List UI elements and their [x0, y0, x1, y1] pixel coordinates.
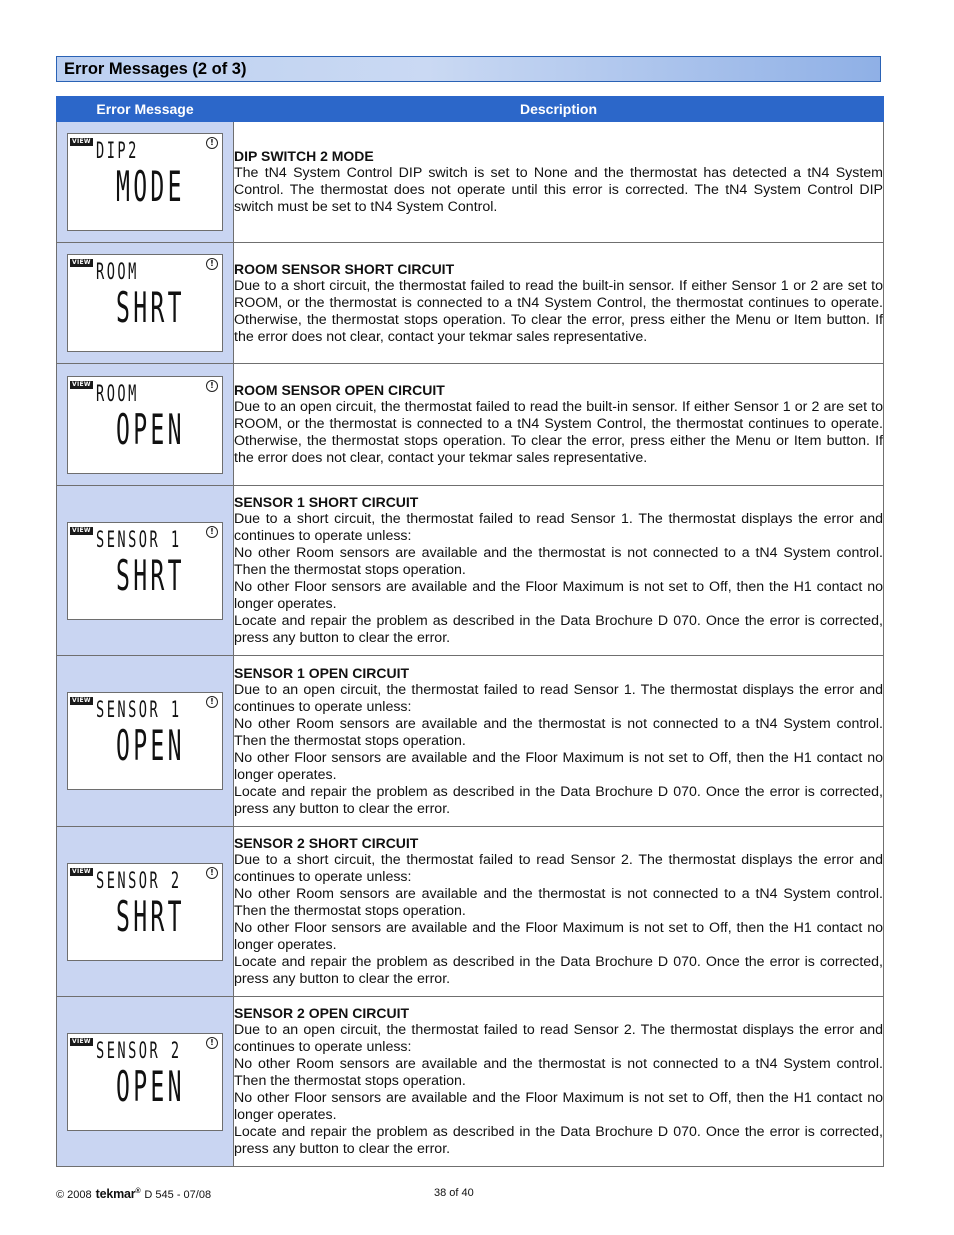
header-description: Description [234, 97, 884, 122]
lcd-bottom-text: SHRT [116, 550, 185, 600]
description-line: The tN4 System Control DIP switch is set to None and the thermostat has detected a tN4 System Control. The thermostat does not operate until this error is corrected. The tN4 System Control DIP switch must be set to tN4 System Control. [234, 165, 883, 215]
footer-left [56, 1187, 211, 1201]
lcd-top-text: ROOM [96, 381, 139, 407]
error-title: ROOM SENSOR OPEN CIRCUIT [234, 382, 445, 398]
description-line: No other Room sensors are available and the thermostat is not connected to a tN4 System control. Then the thermostat stops operation. [234, 545, 883, 578]
lcd-display [67, 863, 223, 961]
warning-icon: ! [206, 380, 218, 392]
description-line: No other Floor sensors are available and the Floor Maximum is not set to Off, then the H1 contact no longer operates. [234, 1090, 883, 1123]
error-title: SENSOR 1 SHORT CIRCUIT [234, 494, 419, 510]
description-line: Due to a short circuit, the thermostat failed to read the built-in sensor. If either Sensor 1 or 2 are set to ROOM, or the thermostat is connected to a tN4 System Control, the thermostat continues to operate. Otherwise, the thermostat stops operation. To clear the error, press either the Menu or Item button. If the error does not clear, contact your tekmar sales representative. [234, 277, 883, 345]
table-row [57, 656, 884, 827]
lcd-bottom-text: OPEN [116, 1061, 185, 1111]
view-tag: VIEW [72, 138, 91, 145]
warning-icon: ! [206, 696, 218, 708]
brand-logo: tekmar® [95, 1187, 141, 1201]
lcd-display [67, 376, 223, 474]
description-cell [234, 827, 884, 997]
description-line: Due to an open circuit, the thermostat failed to read Sensor 2. The thermostat displays the error and continues to operate unless: [234, 1022, 883, 1055]
section-title: Error Messages (2 of 3) [64, 59, 247, 78]
description-cell [234, 997, 884, 1167]
lcd-cell [57, 827, 234, 997]
lcd-top-text: SENSOR 1 [96, 698, 182, 723]
lcd-top-text: SENSOR 2 [96, 1038, 182, 1064]
lcd-bottom-text: OPEN [116, 721, 185, 770]
description-line: Locate and repair the problem as described in the Data Brochure D 070. Once the error is corrected, press any button to clear the error. [234, 783, 883, 817]
table-row [57, 122, 884, 243]
table-row [57, 486, 884, 656]
description-cell [234, 243, 884, 364]
lcd-cell [57, 364, 234, 486]
warning-icon: ! [206, 867, 218, 879]
lcd-display [67, 692, 223, 790]
description-cell [234, 486, 884, 656]
description-line: Locate and repair the problem as described in the Data Brochure D 070. Once the error is corrected, press any button to clear the error. [234, 613, 883, 646]
error-title: DIP SWITCH 2 MODE [234, 148, 374, 164]
lcd-top-text: ROOM [96, 260, 139, 285]
error-title: SENSOR 1 OPEN CIRCUIT [234, 664, 410, 681]
description-line: No other Room sensors are available and the thermostat is not connected to a tN4 System control. Then the thermostat stops operation. [234, 1056, 883, 1089]
section-title-bar [56, 56, 881, 82]
lcd-bottom-text: OPEN [116, 404, 185, 454]
lcd-bottom-text: SHRT [116, 891, 185, 941]
lcd-top-text: SENSOR 2 [96, 868, 182, 894]
description-line: Locate and repair the problem as described in the Data Brochure D 070. Once the error is corrected, press any button to clear the error. [234, 1124, 883, 1157]
description-line: Due to a short circuit, the thermostat failed to read Sensor 1. The thermostat displays the error and continues to operate unless: [234, 511, 883, 544]
view-tag: VIEW [72, 526, 91, 534]
footer-page-number: 38 of 40 [434, 1187, 474, 1199]
description-line: No other Room sensors are available and the thermostat is not connected to a tN4 System control. Then the thermostat stops operation. [234, 715, 883, 749]
description-line: Due to an open circuit, the thermostat failed to read the built-in sensor. If either Sensor 1 or 2 are set to ROOM, or the thermostat is connected to a tN4 System Control, the thermostat continues to operate. Otherwise, the thermostat stops operation. To clear the error, press either the Menu or Item button. If the error does not clear, contact your tekmar sales representative. [234, 399, 883, 466]
error-title: SENSOR 2 OPEN CIRCUIT [234, 1005, 410, 1021]
table-header-row [57, 97, 884, 122]
description-cell [234, 364, 884, 486]
view-tag: VIEW [72, 380, 91, 388]
table-row [57, 997, 884, 1167]
lcd-display [67, 1033, 223, 1131]
error-messages-table [56, 96, 884, 1167]
description-line: Due to an open circuit, the thermostat failed to read Sensor 1. The thermostat displays the error and continues to operate unless: [234, 681, 883, 715]
error-title: SENSOR 2 SHORT CIRCUIT [234, 835, 419, 851]
lcd-cell [57, 243, 234, 364]
header-error-message: Error Message [57, 97, 234, 122]
lcd-bottom-text: MODE [116, 162, 185, 211]
table-row [57, 243, 884, 364]
description-line: Due to a short circuit, the thermostat failed to read Sensor 2. The thermostat displays the error and continues to operate unless: [234, 852, 883, 885]
description-line: No other Floor sensors are available and the Floor Maximum is not set to Off, then the H1 contact no longer operates. [234, 579, 883, 612]
description-line: Locate and repair the problem as described in the Data Brochure D 070. Once the error is corrected, press any button to clear the error. [234, 954, 883, 987]
footer-doc-id: D 545 - 07/08 [144, 1189, 212, 1201]
lcd-cell [57, 122, 234, 243]
description-line: No other Room sensors are available and the thermostat is not connected to a tN4 System control. Then the thermostat stops operation. [234, 886, 883, 919]
lcd-cell [57, 997, 234, 1167]
warning-icon: ! [206, 137, 218, 149]
footer-copyright: © 2008 [56, 1189, 92, 1201]
warning-icon: ! [206, 258, 218, 270]
description-line: No other Floor sensors are available and the Floor Maximum is not set to Off, then the H1 contact no longer operates. [234, 920, 883, 953]
lcd-cell [57, 656, 234, 827]
description-cell [234, 122, 884, 243]
view-tag: VIEW [72, 697, 91, 704]
description-line: No other Floor sensors are available and the Floor Maximum is not set to Off, then the H1 contact no longer operates. [234, 749, 883, 783]
lcd-display [67, 254, 223, 352]
registered-mark: ® [135, 1187, 141, 1195]
lcd-top-text: DIP2 [96, 139, 139, 164]
error-title: ROOM SENSOR SHORT CIRCUIT [234, 260, 455, 277]
lcd-top-text: SENSOR 1 [96, 527, 182, 553]
table-row [57, 364, 884, 486]
view-tag: VIEW [72, 867, 91, 875]
warning-icon: ! [206, 526, 218, 538]
warning-icon: ! [206, 1037, 218, 1049]
lcd-display [67, 522, 223, 620]
lcd-display [67, 133, 223, 231]
view-tag: VIEW [72, 259, 91, 266]
lcd-bottom-text: SHRT [116, 283, 185, 332]
lcd-cell [57, 486, 234, 656]
description-cell [234, 656, 884, 827]
view-tag: VIEW [72, 1037, 91, 1045]
table-row [57, 827, 884, 997]
